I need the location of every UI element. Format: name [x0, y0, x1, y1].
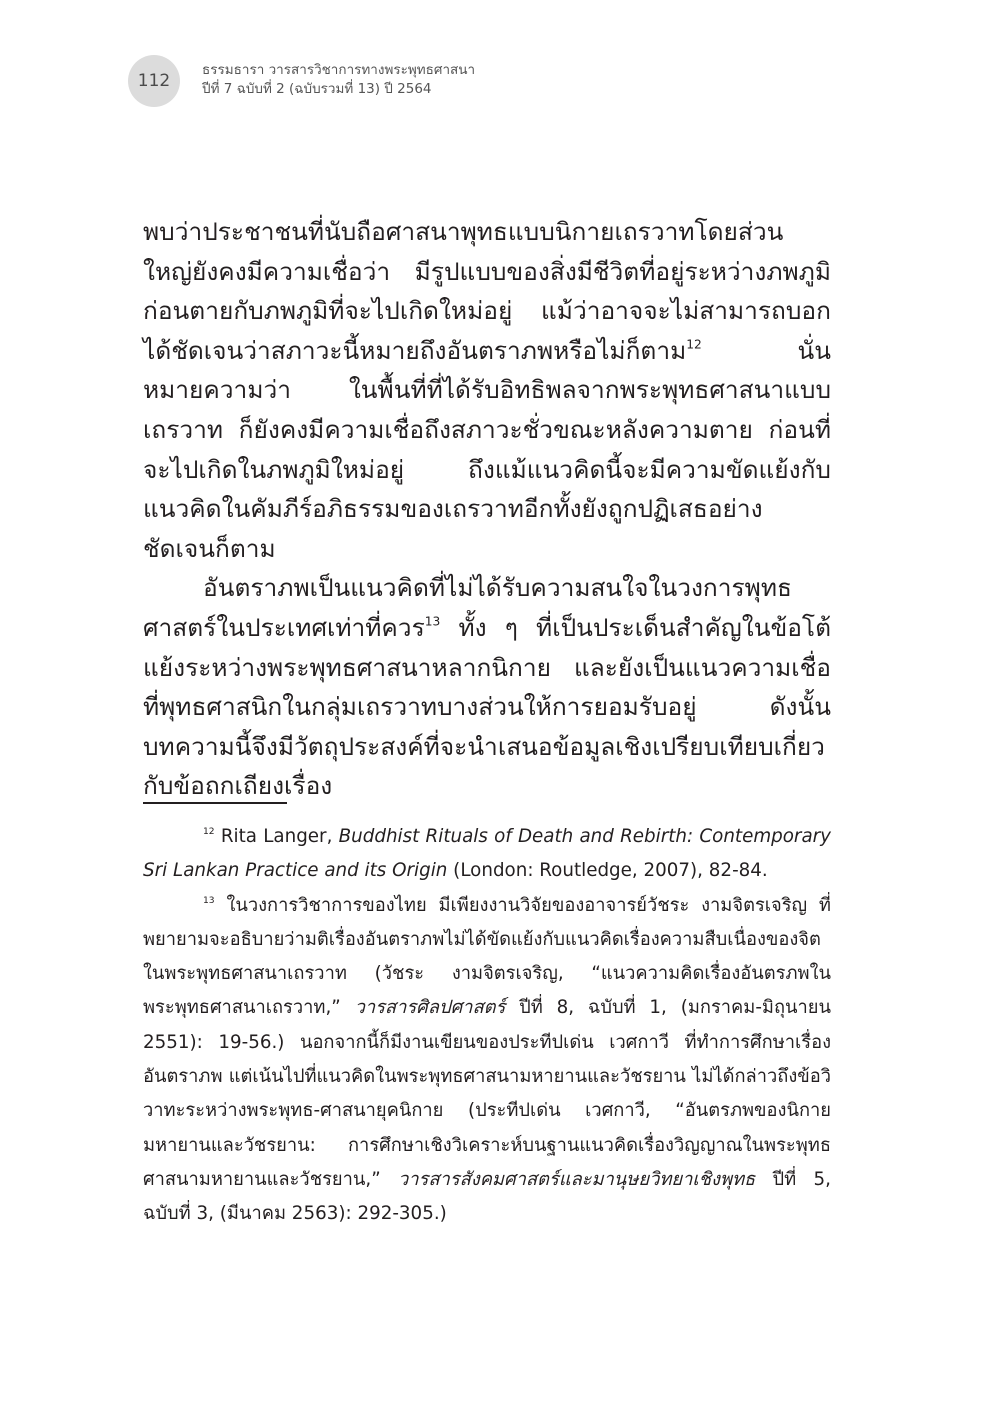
body-text: พบว่าประชาชนที่นับถือศาสนาพุทธแบบนิกายเถรวาทโดยส่วนใหญ่ยังคงมีความเชื่อว่า มีรูปแบบของสิ่งมีชีวิตที่อยู่ระหว่างภพภูมิก่อนตายกับภพภูมิที่จะไปเกิดใหม่อยู่ แม้ว่าอาจจะไม่สามารถบอกได้ชัดเจนว่าสภาวะนี้หมายถึงอันตราภพหรือไม่ก็ตาม — [143, 217, 831, 365]
footnote-journal-title: วารสารสังคมศาสตร์และมานุษยวิทยาเชิงพุทธ — [398, 1168, 756, 1190]
footnote-text: ในวงการวิชาการของไทย มีเพียงงานวิจัยของอาจารย์วัชระ งามจิตรเจริญ ที่พยายามจะอธิบายว่ามติเรื่องอันตราภพไม่ได้ขัดแย้งกับแนวคิดเรื่องความสืบเนื่องของจิตในพระพุทธศาสนาเถรวาท (วัชระ งามจิตรเจริญ, “แนวความคิดเรื่องอันตรภพในพระพุทธศาสนาเถรวาท,” — [143, 894, 831, 1019]
footnote-publication: (London: Routledge, 2007), 82-84. — [447, 860, 768, 882]
header-text — [202, 61, 475, 99]
issue-line: ปีที่ 7 ฉบับที่ 2 (ฉบับรวมที่ 13) ปี 2564 — [202, 81, 432, 97]
footnote-mark: 13 — [203, 895, 215, 906]
footnote-13 — [143, 889, 831, 1232]
footnote-author: Rita Langer, — [214, 826, 339, 847]
page-number-badge — [128, 55, 180, 107]
body-text: ทั้ง ๆ ที่เป็นประเด็นสำคัญในข้อโต้แย้งระหว่างพระพุทธศาสนาหลากนิกาย และยังเป็นแนวความเชื่อที่พุทธศาสนิกในกลุ่มเถรวาทบางส่วนให้การยอมรับอยู่ ดังนั้น บทความนี้จึงมีวัตถุประสงค์ที่จะนำเสนอข้อมูลเชิงเปรียบเทียบเกี่ยวกับข้อถกเถียงเรื่อง — [143, 612, 831, 801]
footnote-divider — [143, 802, 287, 804]
footnotes — [143, 820, 831, 1232]
body-text: อันตราภพเป็นแนวคิดที่ไม่ได้รับความสนใจในวงการพุทธศาสตร์ในประเทศเท่าที่ควร — [143, 573, 792, 642]
footnote-text: ปีที่ 5, ฉบับที่ 3, (มีนาคม 2563): 292-305.) — [143, 1168, 831, 1225]
body-paragraph-1 — [143, 212, 831, 568]
main-body — [143, 212, 831, 806]
footnote-mark: 12 — [203, 827, 215, 838]
footnote-ref-13[interactable]: 13 — [424, 614, 441, 629]
footnote-journal-title: วารสารศิลปศาสตร์ — [354, 997, 506, 1019]
page-number: 112 — [137, 71, 171, 91]
body-text: นั่นหมายความว่า ในพื้นที่ที่ได้รับอิทธิพลจากพระพุทธศาสนาแบบเถรวาท ก็ยังคงมีความเชื่อถึงสภาวะชั่วขณะหลังความตาย ก่อนที่จะไปเกิดในภพภูมิใหม่อยู่ ถึงแม้แนวคิดนี้จะมีความขัดแย้งกับแนวคิดในคัมภีร์อภิธรรมของเถรวาทอีกทั้งยังถูกปฏิเสธอย่างชัดเจนก็ตาม — [143, 335, 831, 563]
footnote-text: ปีที่ 8, ฉบับที่ 1, (มกราคม-มิถุนายน 2551): 19-56.) นอกจากนี้ก็มีงานเขียนของประทีปเด่น เวศกาวี ที่ทำการศึกษาเรื่องอันตราภพ แต่เน้นไปที่แนวคิดในพระพุทธศาสนามหายานและวัชรยาน ไม่ได้กล่าวถึงข้อวิวาทะระหว่างพระพุทธ-ศาสนายุคนิกาย (ประทีปเด่น เวศกาวี, “อันตรภพของนิกายมหายานและวัชรยาน: การศึกษาเชิงวิเคราะห์บนฐานแนวคิดเรื่องวิญญาณในพระพุทธศาสนามหายานและวัชรยาน,” — [143, 997, 831, 1190]
footnote-book-title: Buddhist Rituals of Death and Rebirth: Contemporary Sri Lankan Practice and its Origin — [143, 826, 831, 882]
footnote-ref-12[interactable]: 12 — [686, 337, 702, 352]
body-paragraph-2 — [143, 568, 831, 806]
journal-title: ธรรมธารา วารสารวิชาการทางพระพุทธศาสนา — [202, 62, 476, 78]
footnote-12 — [143, 820, 831, 889]
